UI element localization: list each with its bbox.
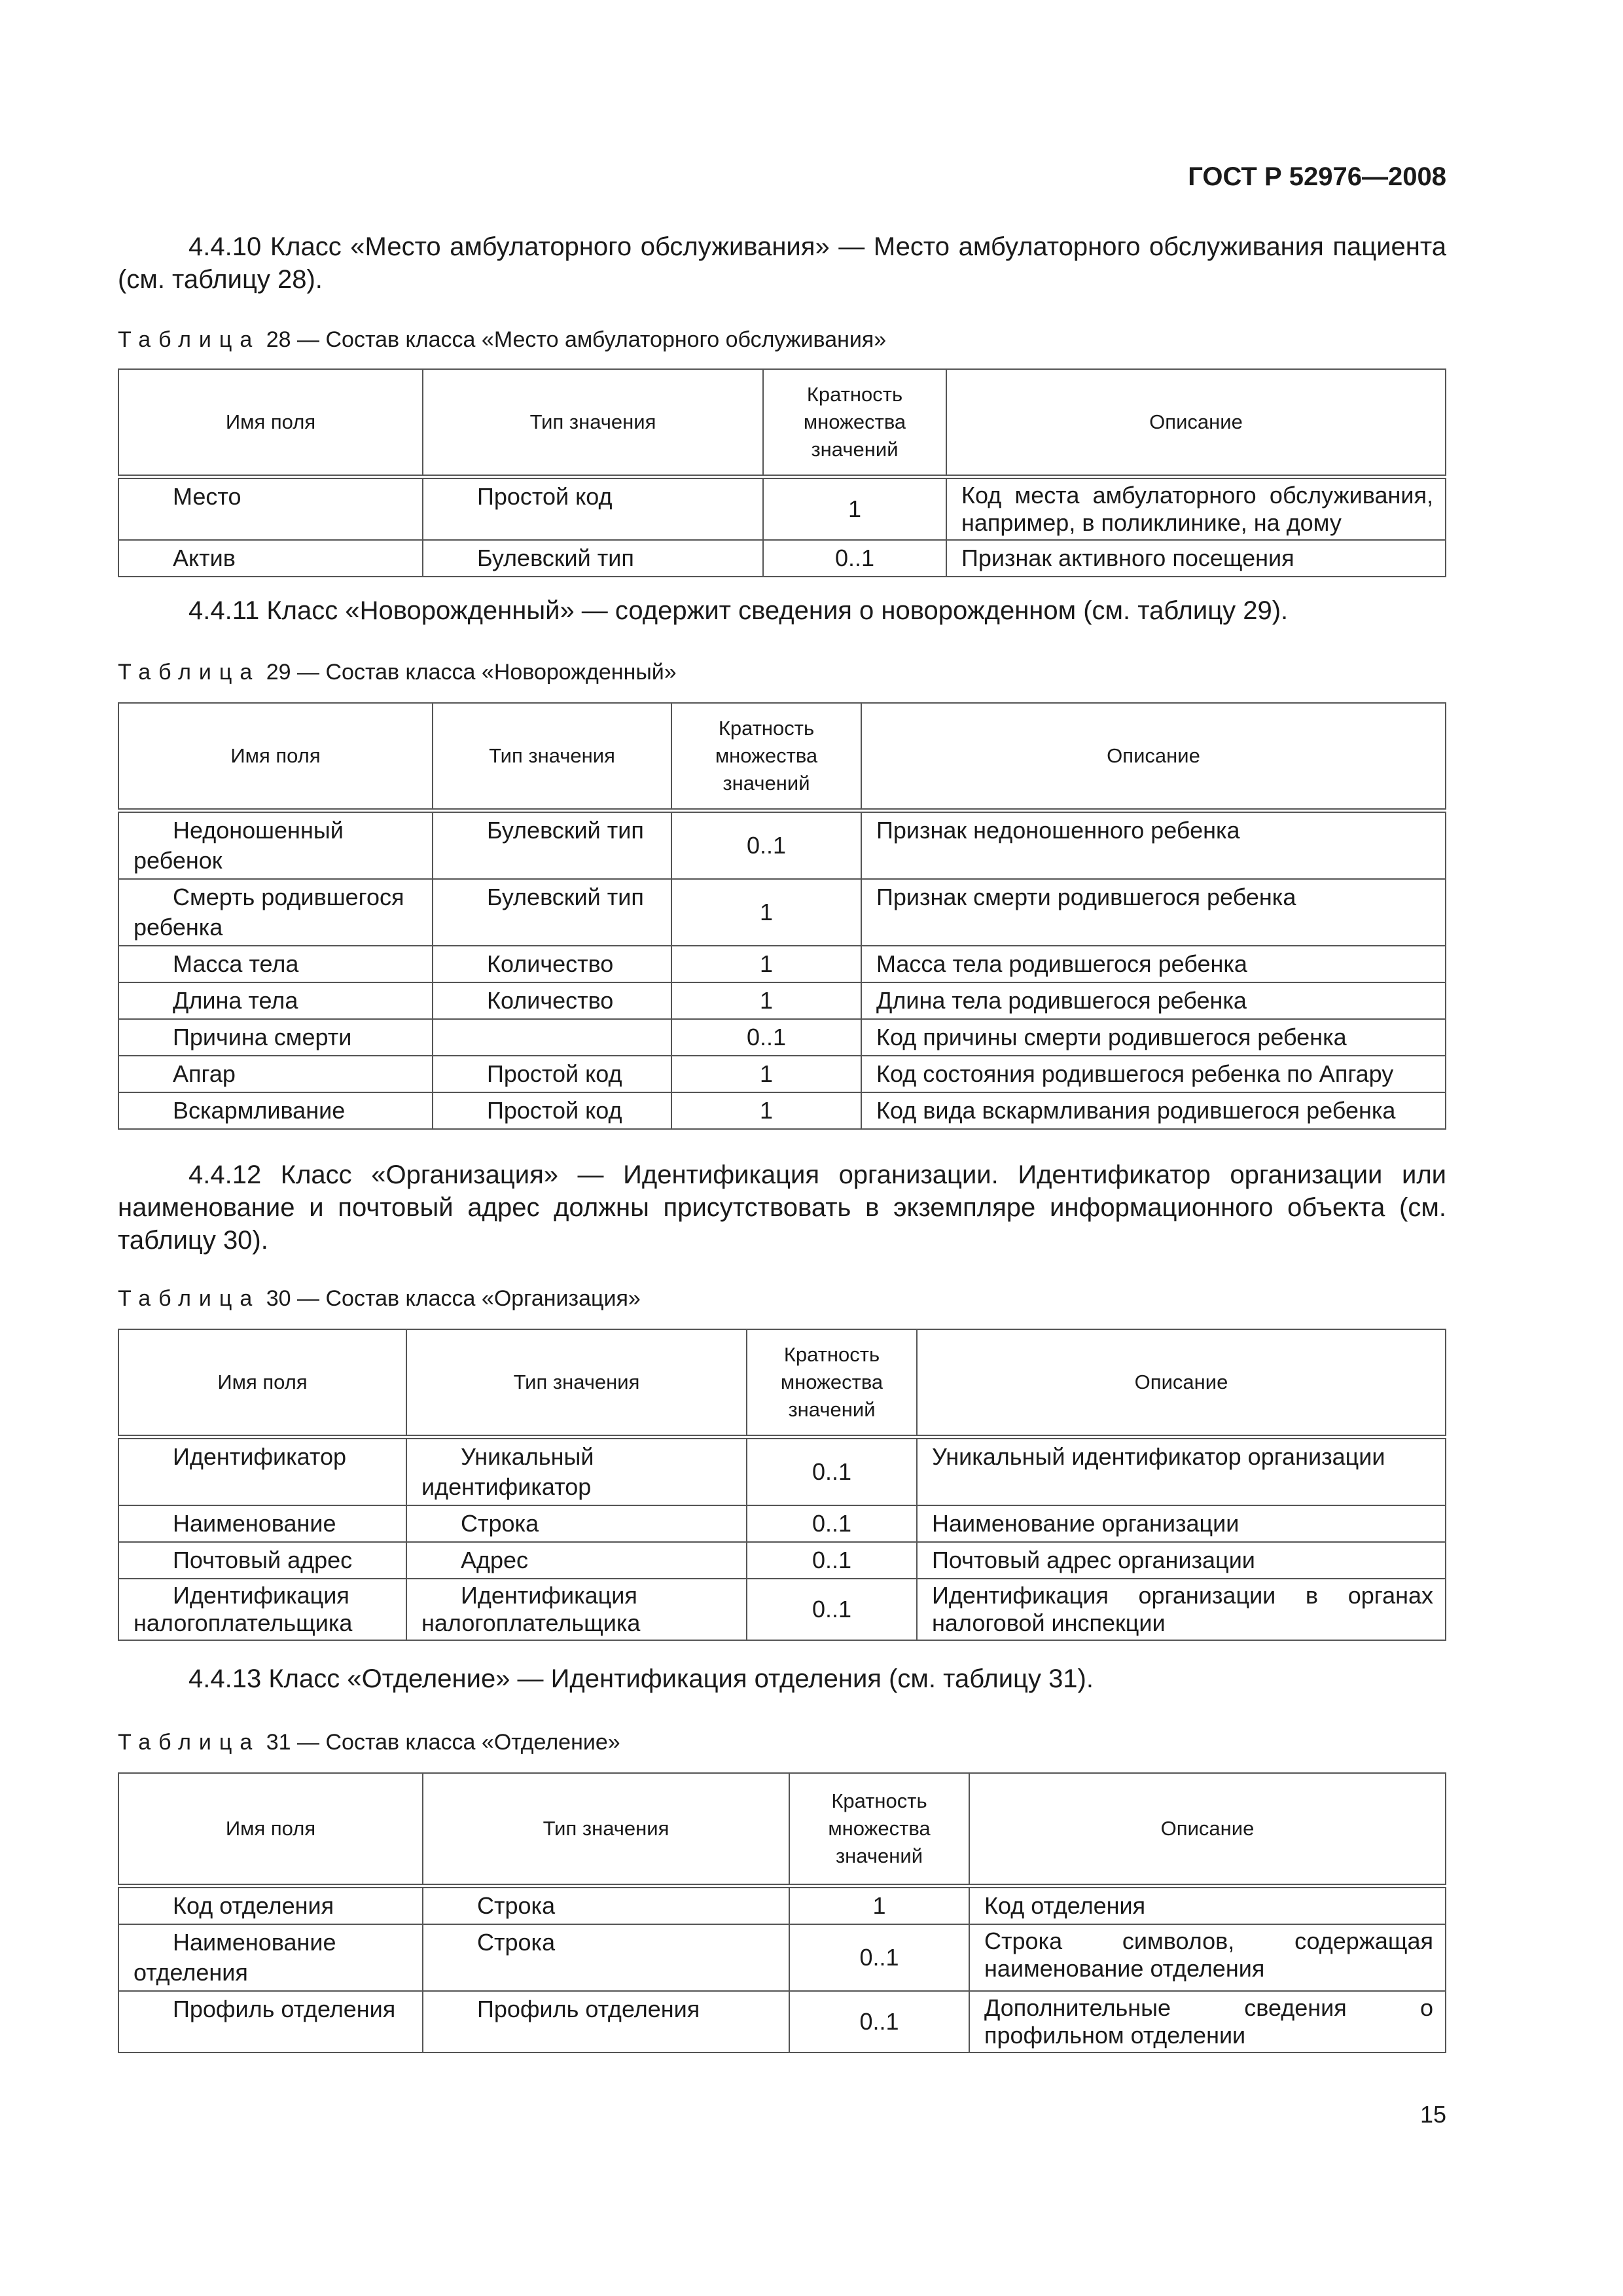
cell-cardinality: 1 xyxy=(671,1092,861,1129)
cell-cardinality: 1 xyxy=(789,1886,969,1924)
cell-description: Наименование организации xyxy=(917,1505,1446,1542)
table-row xyxy=(118,1542,1446,1579)
cell-description: Уникальный идентификатор организации xyxy=(917,1437,1446,1505)
cell-description: Код отделения xyxy=(969,1886,1446,1924)
table-row xyxy=(118,1019,1446,1056)
cell-description: Код причины смерти родившегося ребенка xyxy=(861,1019,1446,1056)
cell-field: Код отделения xyxy=(118,1886,423,1924)
paragraph-4-4-13: 4.4.13 Класс «Отделение» — Идентификация отделения (см. таблицу 31). xyxy=(188,1664,1094,1693)
cell-description: Признак недоношенного ребенка xyxy=(861,810,1446,879)
caption-text: 30 — Состав класса «Организация» xyxy=(266,1286,641,1311)
col-header-cardinality: Кратность множества значений xyxy=(789,1773,969,1886)
cell-type: Строка xyxy=(423,1886,789,1924)
cell-cardinality: 1 xyxy=(671,982,861,1019)
cell-type: Простой код xyxy=(423,476,763,540)
table-row xyxy=(118,1579,1446,1640)
col-header-description: Описание xyxy=(969,1773,1446,1886)
cell-field: Длина тела xyxy=(118,982,433,1019)
cell-cardinality: 1 xyxy=(763,476,946,540)
col-header-description: Описание xyxy=(917,1329,1446,1437)
caption-text: 31 — Состав класса «Отделение» xyxy=(266,1730,620,1755)
caption-word: Таблица xyxy=(118,327,260,352)
cell-type: Количество xyxy=(433,946,671,982)
table-29 xyxy=(118,702,1446,1130)
cell-field: Место xyxy=(118,476,423,540)
col-header-field-name: Имя поля xyxy=(118,703,433,810)
table-row xyxy=(118,1505,1446,1542)
cell-type: Строка xyxy=(423,1924,789,1991)
col-header-value-type: Тип значения xyxy=(423,1773,789,1886)
table-row xyxy=(118,540,1446,577)
table-row xyxy=(118,1886,1446,1924)
col-header-description: Описание xyxy=(861,703,1446,810)
col-header-description: Описание xyxy=(946,369,1446,476)
col-header-field-name: Имя поля xyxy=(118,369,423,476)
cell-type xyxy=(433,1019,671,1056)
cell-cardinality: 0..1 xyxy=(763,540,946,577)
cell-field: Наименование отделения xyxy=(118,1924,423,1991)
cell-cardinality: 0..1 xyxy=(747,1437,917,1505)
caption-word: Таблица xyxy=(118,660,260,685)
cell-cardinality: 0..1 xyxy=(747,1505,917,1542)
cell-field: Смерть родившегося ребенка xyxy=(118,879,433,946)
caption-text: 28 — Состав класса «Место амбулаторного обслуживания» xyxy=(266,327,887,352)
document-header: ГОСТ Р 52976—2008 xyxy=(1188,162,1446,191)
table-31-caption xyxy=(118,1730,620,1755)
col-header-cardinality: Кратность множества значений xyxy=(671,703,861,810)
table-row xyxy=(118,1092,1446,1129)
col-header-field-name: Имя поля xyxy=(118,1329,406,1437)
cell-field: Профиль отделения xyxy=(118,1991,423,2053)
cell-description: Идентификация организации в органах налоговой инспекции xyxy=(917,1579,1446,1640)
table-row xyxy=(118,1991,1446,2053)
table-row xyxy=(118,810,1446,879)
cell-description: Код состояния родившегося ребенка по Апгару xyxy=(861,1056,1446,1092)
col-header-value-type: Тип значения xyxy=(433,703,671,810)
cell-type: Булевский тип xyxy=(433,810,671,879)
cell-description: Почтовый адрес организации xyxy=(917,1542,1446,1579)
cell-field: Вскармливание xyxy=(118,1092,433,1129)
cell-type: Адрес xyxy=(406,1542,747,1579)
cell-type: Профиль отделения xyxy=(423,1991,789,2053)
cell-field: Наименование xyxy=(118,1505,406,1542)
table-30-caption xyxy=(118,1286,641,1312)
table-31 xyxy=(118,1772,1446,2053)
col-header-value-type: Тип значения xyxy=(423,369,763,476)
caption-text: 29 — Состав класса «Новорожденный» xyxy=(266,660,677,685)
col-header-field-name: Имя поля xyxy=(118,1773,423,1886)
cell-description: Признак смерти родившегося ребенка xyxy=(861,879,1446,946)
paragraph-4-4-12: 4.4.12 Класс «Организация» — Идентификация организации. Идентификатор организации или наименование и почтовый адрес должны присутствовать в экземпляре информационного объекта (см. таблицу 30). xyxy=(118,1160,1446,1255)
cell-field: Идентификация налогоплательщика xyxy=(118,1579,406,1640)
cell-type: Уникальный идентификатор xyxy=(406,1437,747,1505)
table-row xyxy=(118,1437,1446,1505)
cell-cardinality: 0..1 xyxy=(747,1542,917,1579)
cell-cardinality: 1 xyxy=(671,946,861,982)
cell-type: Булевский тип xyxy=(433,879,671,946)
cell-field: Причина смерти xyxy=(118,1019,433,1056)
cell-field: Актив xyxy=(118,540,423,577)
cell-cardinality: 0..1 xyxy=(789,1991,969,2053)
cell-cardinality: 0..1 xyxy=(789,1924,969,1991)
cell-type: Булевский тип xyxy=(423,540,763,577)
caption-word: Таблица xyxy=(118,1730,260,1755)
table-row xyxy=(118,879,1446,946)
page-number: 15 xyxy=(1419,2101,1446,2128)
table-row xyxy=(118,476,1446,540)
cell-description: Строка символов, содержащая наименование отделения xyxy=(969,1924,1446,1991)
col-header-cardinality: Кратность множества значений xyxy=(763,369,946,476)
cell-description: Длина тела родившегося ребенка xyxy=(861,982,1446,1019)
cell-description: Признак активного посещения xyxy=(946,540,1446,577)
cell-type: Идентификация налогоплательщика xyxy=(406,1579,747,1640)
table-row xyxy=(118,1056,1446,1092)
cell-field: Недоношенный ребенок xyxy=(118,810,433,879)
cell-field: Апгар xyxy=(118,1056,433,1092)
cell-field: Почтовый адрес xyxy=(118,1542,406,1579)
cell-type: Строка xyxy=(406,1505,747,1542)
cell-description: Дополнительные сведения о профильном отделении xyxy=(969,1991,1446,2053)
cell-cardinality: 0..1 xyxy=(671,1019,861,1056)
cell-cardinality: 1 xyxy=(671,1056,861,1092)
col-header-cardinality: Кратность множества значений xyxy=(747,1329,917,1437)
cell-description: Код места амбулаторного обслуживания, например, в поликлинике, на дому xyxy=(946,476,1446,540)
caption-word: Таблица xyxy=(118,1286,260,1311)
table-row xyxy=(118,946,1446,982)
cell-type: Количество xyxy=(433,982,671,1019)
paragraph-4-4-11: 4.4.11 Класс «Новорожденный» — содержит сведения о новорожденном (см. таблицу 29). xyxy=(188,596,1289,625)
cell-type: Простой код xyxy=(433,1092,671,1129)
cell-cardinality: 0..1 xyxy=(671,810,861,879)
table-30 xyxy=(118,1329,1446,1641)
table-row xyxy=(118,982,1446,1019)
table-29-caption xyxy=(118,660,677,685)
cell-cardinality: 1 xyxy=(671,879,861,946)
paragraph-4-4-10: 4.4.10 Класс «Место амбулаторного обслуживания» — Место амбулаторного обслуживания пациента (см. таблицу 28). xyxy=(118,232,1446,294)
table-28 xyxy=(118,368,1446,577)
cell-description: Масса тела родившегося ребенка xyxy=(861,946,1446,982)
cell-field: Идентификатор xyxy=(118,1437,406,1505)
table-28-caption xyxy=(118,327,886,353)
table-row xyxy=(118,1924,1446,1991)
col-header-value-type: Тип значения xyxy=(406,1329,747,1437)
cell-cardinality: 0..1 xyxy=(747,1579,917,1640)
cell-field: Масса тела xyxy=(118,946,433,982)
cell-description: Код вида вскармливания родившегося ребенка xyxy=(861,1092,1446,1129)
cell-type: Простой код xyxy=(433,1056,671,1092)
